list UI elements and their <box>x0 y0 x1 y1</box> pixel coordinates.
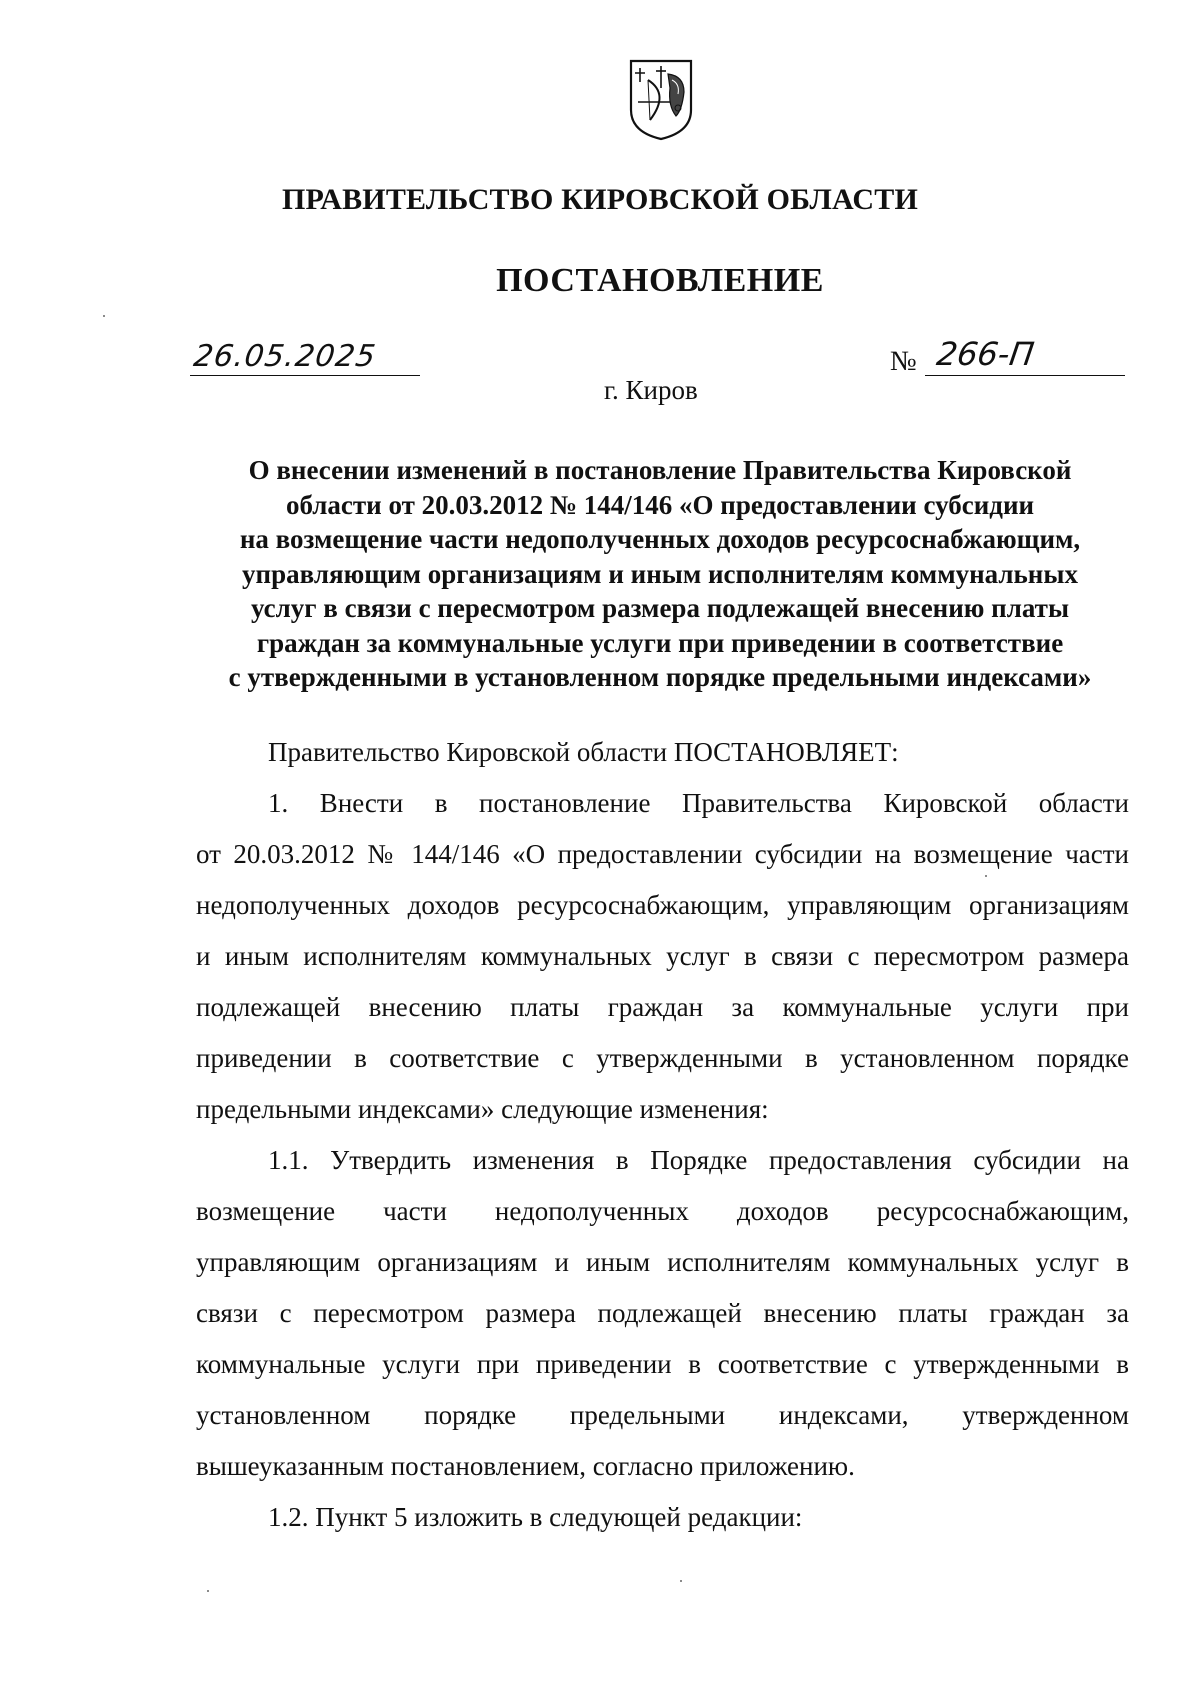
body-line: предельными индексами» следующие изменения: <box>196 1094 769 1124</box>
city-label: г. Киров <box>604 375 698 405</box>
body-line: 1.1. Утвердить изменения в Порядке предоставления субсидии на <box>268 1145 1129 1175</box>
document-number: 266-П <box>934 335 1037 373</box>
subject-line: на возмещение части недополученных доходов ресурсоснабжающим, <box>239 524 1081 554</box>
body-line: коммунальные услуги при приведении в соответствие с утвержденными в <box>196 1349 1129 1379</box>
body-line: от 20.03.2012 № 144/146 «О предоставлении субсидии на возмещение части <box>196 839 1129 869</box>
body-line: 1.2. Пункт 5 изложить в следующей редакции: <box>268 1502 803 1532</box>
body-line: 1. Внести в постановление Правительства Кировской области <box>268 788 1129 818</box>
number-sign: № <box>890 346 917 377</box>
document-type-title: ПОСТАНОВЛЕНИЕ <box>496 262 824 299</box>
resolution-intro: Правительство Кировской области ПОСТАНОВЛЯЕТ: <box>268 737 899 767</box>
organization-title: ПРАВИТЕЛЬСТВО КИРОВСКОЙ ОБЛАСТИ <box>282 183 918 216</box>
body-line: вышеуказанным постановлением, согласно приложению. <box>196 1451 855 1481</box>
scan-speck <box>207 1590 209 1592</box>
document-subject <box>180 453 1140 695</box>
body-line: связи с пересмотром размера подлежащей внесению платы граждан за <box>196 1298 1129 1328</box>
coat-of-arms-icon <box>628 58 694 142</box>
subject-line: граждан за коммунальные услуги при приведении в соответствие <box>256 627 1064 658</box>
body-line: возмещение части недополученных доходов ресурсоснабжающим, <box>196 1196 1129 1226</box>
subject-line: О внесении изменений в постановление Правительства Кировской <box>248 455 1072 485</box>
subject-line: с утвержденными в установленном порядке предельными индексами» <box>228 662 1092 692</box>
scan-speck <box>680 1580 682 1582</box>
body-line: приведении в соответствие с утвержденными в установленном порядке <box>196 1043 1129 1073</box>
scan-speck <box>985 875 987 877</box>
subject-line: управляющим организациям и иным исполнителям коммунальных <box>242 558 1078 589</box>
document-number-field <box>890 335 1125 377</box>
subject-line: области от 20.03.2012 № 144/146 «О предоставлении субсидии <box>285 489 1035 520</box>
body-line: управляющим организациям и иным исполнителям коммунальных услуг в <box>196 1247 1129 1277</box>
scan-speck <box>103 315 105 317</box>
subject-line: услуг в связи с пересмотром размера подлежащей внесению платы <box>250 593 1070 623</box>
body-line: установленном порядке предельными индексами, утвержденном <box>196 1400 1129 1430</box>
body-line: подлежащей внесению платы граждан за коммунальные услуги при <box>196 992 1129 1022</box>
document-date: 26.05.2025 <box>191 339 379 374</box>
body-line: и иным исполнителям коммунальных услуг в связи с пересмотром размера <box>196 941 1129 971</box>
body-line: недополученных доходов ресурсоснабжающим, управляющим организациям <box>196 890 1129 920</box>
number-underline <box>925 335 1125 376</box>
document-date-field <box>190 339 420 376</box>
